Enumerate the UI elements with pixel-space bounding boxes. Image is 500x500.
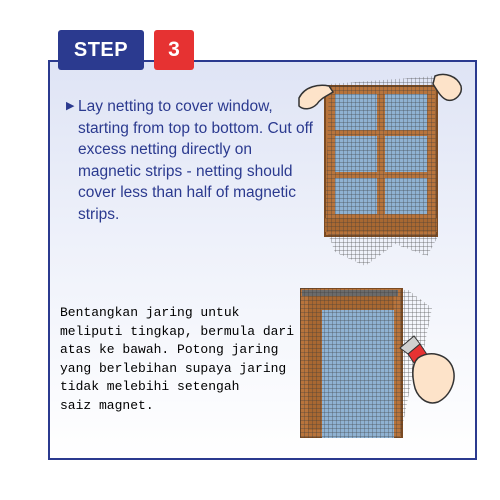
cutting-netting-illustration (300, 288, 460, 438)
window-netting-illustration (295, 66, 465, 266)
step-label: STEP (58, 30, 144, 70)
english-instructions (68, 96, 318, 225)
english-instruction-text: Lay netting to cover window, starting from top to bottom. Cut off excess netting directly on magnetic strips - netting should cover less than half of magnetic strips. (78, 98, 313, 223)
hand-icon (413, 354, 454, 403)
bullet-arrow-icon: ▶ (66, 100, 75, 112)
netting (325, 76, 437, 266)
malay-instructions: Bentangkan jaring untuk meliputi tingkap, bermula dari atas ke bawah. Potong jaring yang berlebihan supaya jaring tidak melebihi setengah saiz magnet. (60, 305, 295, 413)
netting (300, 288, 432, 438)
step-number: 3 (154, 30, 194, 70)
